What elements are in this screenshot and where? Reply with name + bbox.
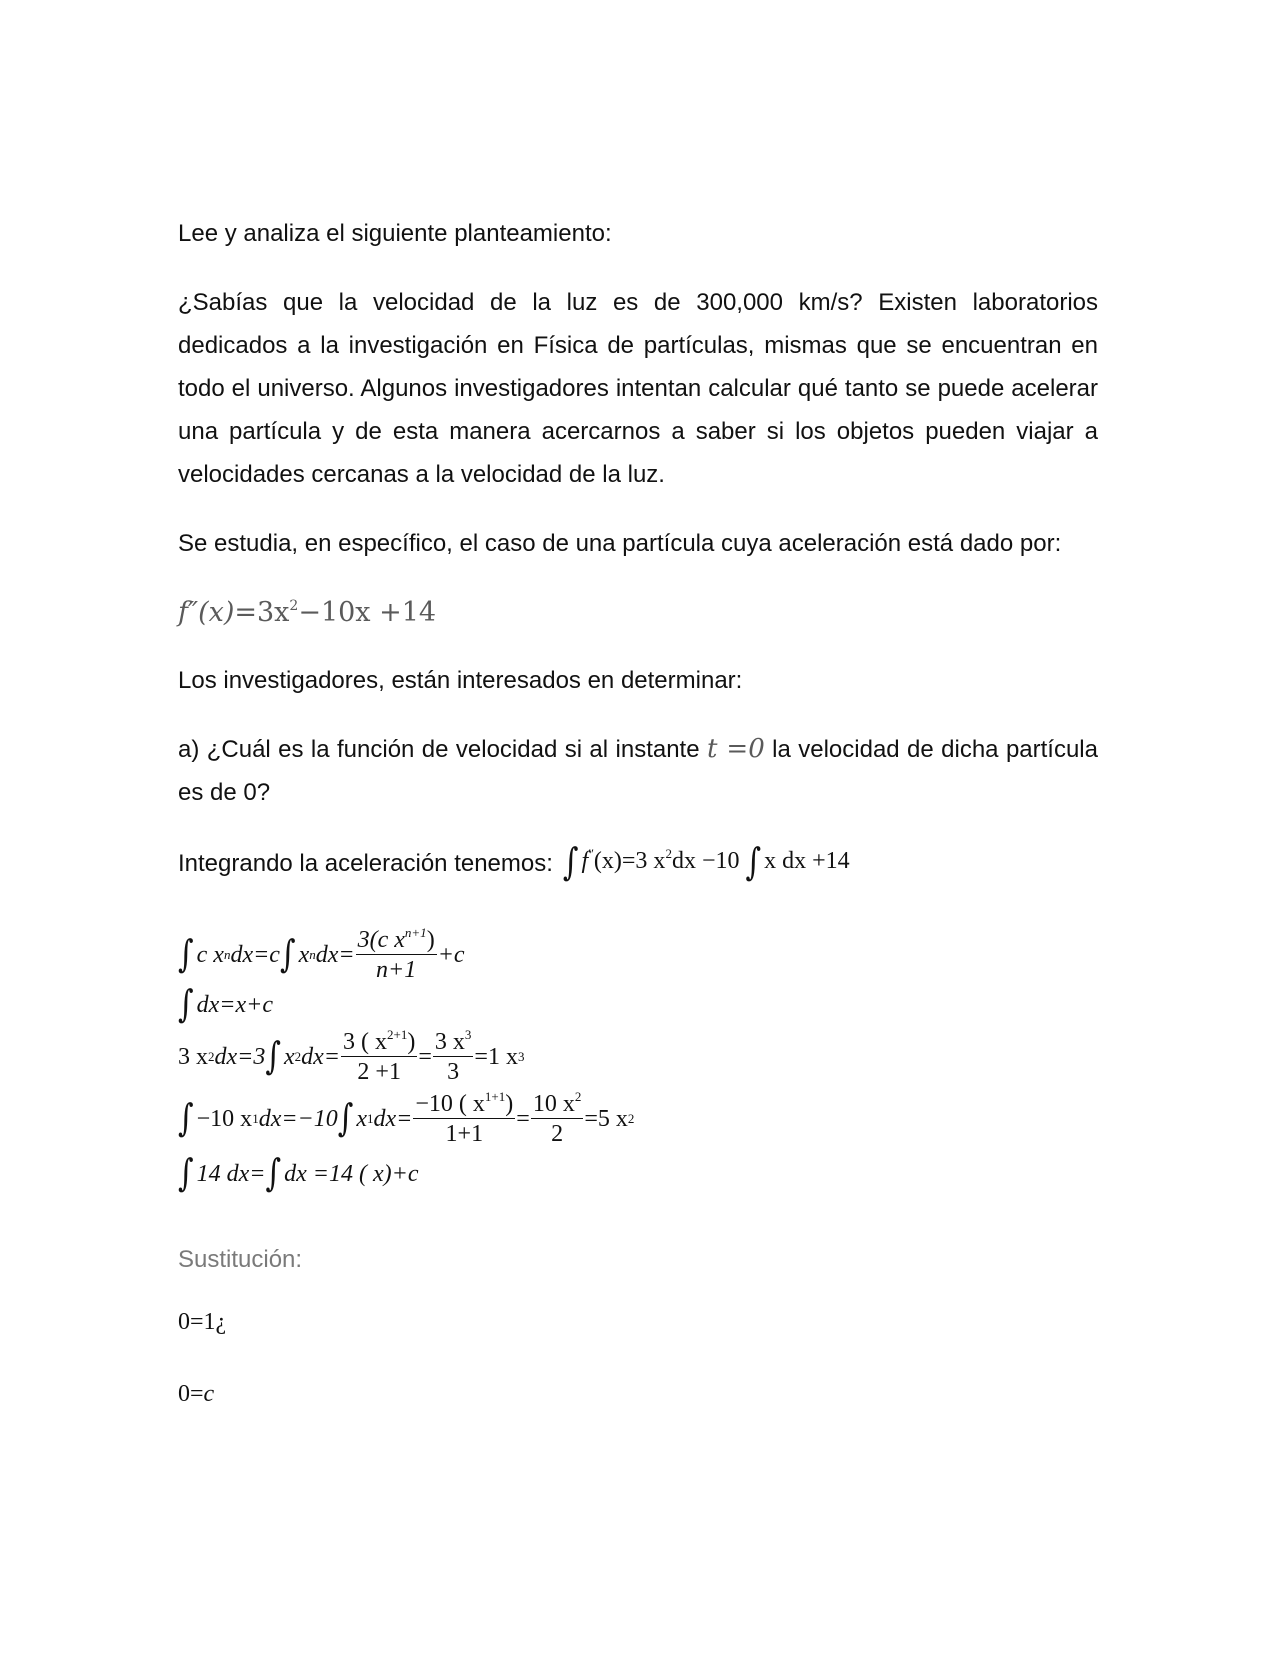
rule-power-num: 3(c x	[357, 926, 405, 953]
question-a-after: la velocidad de dicha partícula es de 0?	[178, 736, 1098, 806]
question-a-before: a) ¿Cuál es la función de velocidad si al instante	[178, 736, 700, 763]
rule-linear-term: ∫ −10 x 1 dx=−10 ∫ x 1 dx= $\frac{-10 ( x^{1+1})}{1+1}$ = $\frac{10 x^2}{2}$ =5 x 2	[178, 1088, 635, 1147]
acceleration-equals: =	[234, 597, 257, 628]
rule-square-num2: 3 x	[434, 1028, 465, 1055]
integral-sign: ∫	[337, 1096, 354, 1141]
rule-square-den2: 3	[447, 1059, 460, 1085]
rule-linear-den1: 1+1	[445, 1121, 484, 1147]
integral-sign: ∫	[265, 1151, 282, 1196]
rule-square-fraction1	[341, 1026, 417, 1086]
rule-square-num2-exp: 3	[464, 1026, 472, 1042]
acceleration-lhs: f″(x)	[178, 597, 235, 628]
rule-constant-term	[178, 1150, 1098, 1198]
integrating-exp: 2	[665, 846, 672, 861]
integral-sign: ∫	[178, 1096, 194, 1141]
rule-linear-num1-exp: 1+1	[484, 1088, 506, 1104]
rule-power-den: n+1	[376, 957, 417, 983]
integral-sign: ∫	[178, 982, 194, 1027]
integrating-f-prime: ′′	[588, 846, 594, 861]
rule-constant-term-tail: dx =14 ( x)+c	[284, 1160, 419, 1187]
integral-sign: ∫	[178, 1151, 194, 1196]
rule-square-num1-exp: 2+1	[387, 1026, 408, 1042]
rule-square-tail: =1 x	[474, 1043, 518, 1070]
rule-power-fraction	[356, 924, 437, 984]
rule-power-tail: +c	[437, 941, 465, 968]
rule-power: ∫ c x n dx=c ∫ x n dx= $\frac{3(c x^{n+1})}{n+1}$ +c	[178, 924, 465, 983]
rule-linear-mid1: dx=−10	[258, 1105, 338, 1132]
rule-square-term: 3 x 2 dx=3 ∫ x 2 dx= $\frac{3 ( x^{2+1})}{2 +1}$ = $\frac{3 x^3}{3}$ =1 x 3	[178, 1026, 525, 1085]
rule-constant-body: dx=x+c	[196, 991, 273, 1018]
rule-square-num1: 3 ( x	[343, 1028, 388, 1055]
rule-power-mid1: dx=c	[230, 941, 280, 968]
rule-square-mid1: dx=3	[214, 1043, 266, 1070]
integral-sign: ∫	[562, 840, 579, 885]
rule-linear-fraction1	[413, 1088, 515, 1148]
rule-linear-num2-exp: 2	[574, 1088, 582, 1104]
rule-linear-num1-close: )	[505, 1090, 514, 1117]
case-statement: Se estudia, en específico, el caso de una partícula cuya aceleración está dado por:	[178, 530, 1062, 557]
investigators-text: Los investigadores, están interesados en determinar:	[178, 667, 743, 694]
rule-power-left: c x	[196, 941, 224, 968]
integral-sign: ∫	[178, 932, 194, 977]
integral-sign: ∫	[279, 932, 296, 977]
integrating-expression	[562, 840, 850, 885]
substitution-line-1: 0=1¿	[178, 1309, 227, 1335]
integrating-f: f	[581, 848, 589, 874]
rule-linear-mid2: x	[356, 1105, 368, 1132]
acceleration-term1: 3x	[257, 597, 290, 628]
rule-power-mid2: x	[298, 941, 310, 968]
rule-square-lead: 3 x	[178, 1043, 208, 1070]
integral-sign: ∫	[745, 840, 762, 885]
acceleration-equation	[178, 589, 1098, 637]
rule-square-eq: =	[418, 1043, 432, 1070]
question-a-math: t =0	[706, 734, 765, 764]
rule-linear-num2: 10 x	[532, 1090, 575, 1117]
rule-linear-mid3: dx=	[373, 1105, 413, 1132]
integrating-line	[178, 840, 1098, 886]
substitution-line-2	[178, 1379, 1098, 1409]
rule-square-num1-close: )	[407, 1028, 416, 1055]
rule-square-mid2: x	[284, 1043, 295, 1070]
substitution-line-2-a: 0=	[178, 1381, 204, 1407]
rule-square-fraction2	[433, 1026, 474, 1086]
acceleration-term1-exp: 2	[289, 598, 299, 614]
light-speed-paragraph: ¿Sabías que la velocidad de la luz es de 300,000 km/s? Existen laboratorios dedicados a la investigación en Física de partículas, mismas que se encuentran en todo el universo. Algunos investigadores intentan calcular qué tanto se puede acelerar una partícula y de esta manera acercarnos a saber si los objetos pueden viajar a velocidades cercanas a la velocidad de la luz.	[178, 289, 1098, 488]
rule-linear-fraction2	[531, 1088, 584, 1148]
rule-square-den1: 2 +1	[357, 1059, 401, 1085]
substitution-label: Sustitución:	[178, 1246, 303, 1273]
integrating-mid: dx −10	[671, 848, 740, 874]
rule-square-mid3: dx=	[301, 1043, 341, 1070]
question-a	[178, 728, 1098, 814]
rule-linear-den2: 2	[551, 1121, 564, 1147]
acceleration-rest: −10x +14	[298, 597, 437, 628]
rule-linear-eq: =	[516, 1105, 530, 1132]
rule-power-mid3: dx=	[315, 941, 355, 968]
rule-linear-num1: −10 ( x	[415, 1090, 485, 1117]
document-page	[178, 212, 1098, 1409]
rule-power-num-exp: n+1	[404, 924, 427, 940]
rule-constant	[178, 984, 1098, 1026]
integrating-tail: x dx +14	[764, 848, 850, 874]
substitution-line-2-b: c	[203, 1381, 215, 1407]
integrating-arg: (x)=3 x	[593, 848, 666, 874]
intro-text: Lee y analiza el siguiente planteamiento:	[178, 220, 612, 247]
rule-constant-term-lead: 14 dx=	[196, 1160, 266, 1187]
rule-power-num-close: )	[426, 926, 435, 953]
rule-linear-lead: −10 x	[196, 1105, 253, 1132]
rule-linear-tail: =5 x	[584, 1105, 628, 1132]
integral-sign: ∫	[265, 1034, 281, 1079]
integrating-label: Integrando la aceleración tenemos:	[178, 849, 553, 877]
